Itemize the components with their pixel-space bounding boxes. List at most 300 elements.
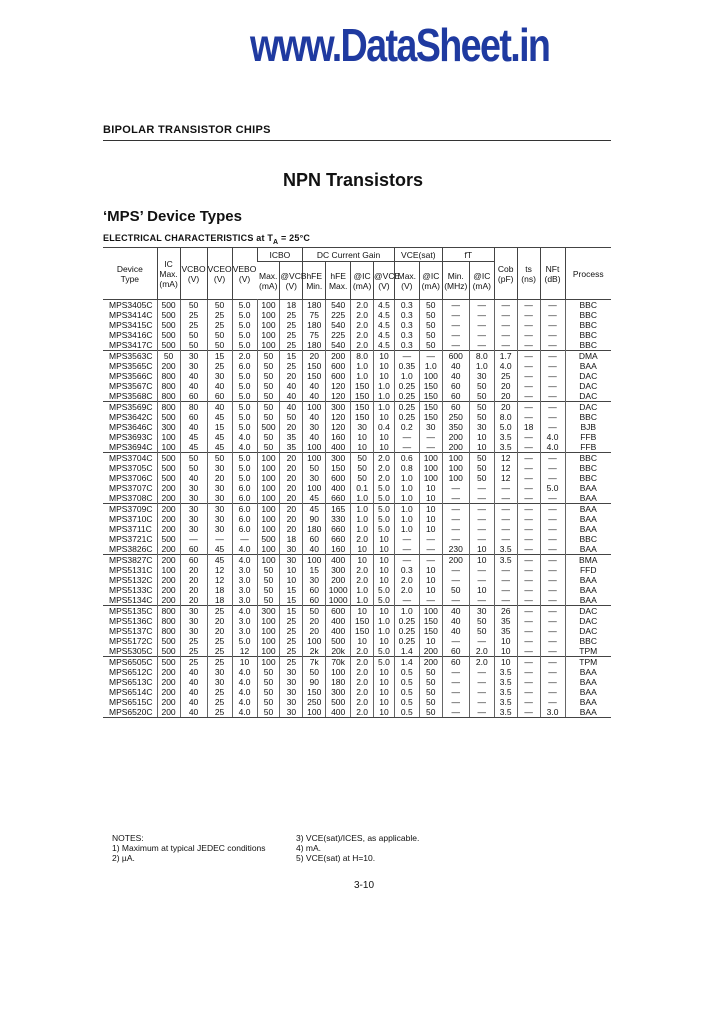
- table-cell: —: [540, 524, 565, 534]
- table-row: [103, 646, 611, 657]
- table-cell: 4.0: [540, 432, 565, 442]
- table-cell: 200: [157, 493, 180, 504]
- elec-label-text: ELECTRICAL CHARACTERISTICS at T: [103, 233, 274, 243]
- table-cell: 200: [157, 514, 180, 524]
- table-cell: —: [540, 544, 565, 555]
- table-cell: 120: [326, 381, 351, 391]
- table-cell: 30: [419, 422, 442, 432]
- table-cell: 25: [280, 361, 303, 371]
- table-cell: 10: [374, 371, 395, 381]
- table-cell: 50: [257, 585, 280, 595]
- table-cell: BBC: [565, 340, 611, 351]
- table-row: [103, 575, 611, 585]
- table-cell: 75: [303, 330, 326, 340]
- table-cell: 30: [303, 422, 326, 432]
- table-cell: BAA: [565, 677, 611, 687]
- table-cell: 5.0: [374, 585, 395, 595]
- table-cell: 150: [419, 412, 442, 422]
- table-cell: 40: [207, 381, 232, 391]
- table-cell: 10: [419, 483, 442, 493]
- table-row: [103, 391, 611, 402]
- table-cell: —: [469, 310, 494, 320]
- device-type-cell: MPS6520C: [103, 707, 157, 718]
- table-cell: 10: [419, 514, 442, 524]
- table-cell: —: [469, 320, 494, 330]
- table-cell: 600: [326, 371, 351, 381]
- table-cell: 60: [207, 391, 232, 402]
- notes-label: NOTES:: [112, 833, 144, 843]
- table-cell: 20: [280, 493, 303, 504]
- table-cell: —: [517, 432, 540, 442]
- col-icbo-group: ICBO: [257, 248, 303, 262]
- table-cell: 4.0: [232, 606, 257, 617]
- table-cell: 5.0: [374, 646, 395, 657]
- table-cell: 100: [257, 463, 280, 473]
- table-cell: —: [517, 697, 540, 707]
- table-cell: 100: [257, 453, 280, 464]
- table-cell: —: [494, 524, 517, 534]
- table-cell: 2k: [303, 646, 326, 657]
- table-row: [103, 432, 611, 442]
- table-cell: 45: [207, 412, 232, 422]
- table-cell: 20: [303, 351, 326, 362]
- table-cell: 40: [303, 391, 326, 402]
- table-cell: 100: [419, 473, 442, 483]
- table-cell: 2.0: [351, 646, 374, 657]
- table-cell: 30: [180, 361, 207, 371]
- table-cell: 0.5: [394, 677, 419, 687]
- table-cell: 3.0: [232, 575, 257, 585]
- table-cell: 12: [494, 463, 517, 473]
- table-cell: 50: [419, 310, 442, 320]
- device-type-cell: MPS3415C: [109, 320, 153, 330]
- table-cell: —: [517, 616, 540, 626]
- table-cell: BAA: [565, 595, 611, 606]
- table-cell: 35: [280, 442, 303, 453]
- table-cell: 40: [180, 667, 207, 677]
- table-cell: 40: [180, 381, 207, 391]
- table-cell: 40: [442, 371, 469, 381]
- table-cell: —: [540, 667, 565, 677]
- table-cell: 7k: [303, 657, 326, 668]
- table-cell: 0.3: [394, 300, 419, 311]
- table-row: [103, 595, 611, 606]
- table-cell: 180: [303, 300, 326, 311]
- col-hfe-vce: @VCE (V): [374, 262, 395, 300]
- table-row: [103, 422, 611, 432]
- table-cell: 40: [180, 371, 207, 381]
- table-cell: 230: [442, 544, 469, 555]
- table-cell: —: [540, 687, 565, 697]
- table-cell: —: [419, 534, 442, 544]
- table-cell: —: [469, 595, 494, 606]
- table-cell: 40: [303, 544, 326, 555]
- table-cell: 25: [180, 310, 207, 320]
- table-cell: —: [419, 555, 442, 566]
- table-cell: 20: [180, 595, 207, 606]
- table-cell: 100: [303, 555, 326, 566]
- table-cell: 3.5: [494, 555, 517, 566]
- table-cell: 3.0: [232, 616, 257, 626]
- table-cell: 25: [180, 636, 207, 646]
- device-type-cell: MPS5131C: [109, 565, 153, 575]
- table-cell: 0.5: [394, 697, 419, 707]
- table-row: [103, 330, 611, 340]
- table-cell: 3.0: [232, 595, 257, 606]
- table-cell: BBC: [565, 453, 611, 464]
- table-cell: 30: [207, 667, 232, 677]
- table-cell: 300: [326, 687, 351, 697]
- table-cell: 160: [326, 544, 351, 555]
- table-cell: 2.0: [351, 330, 374, 340]
- table-cell: 150: [351, 381, 374, 391]
- header-rule: [103, 140, 611, 141]
- table-cell: 10: [494, 657, 517, 668]
- table-cell: DAC: [565, 381, 611, 391]
- table-cell: 50: [351, 473, 374, 483]
- table-cell: 225: [326, 310, 351, 320]
- table-cell: —: [540, 391, 565, 402]
- table-cell: 6.0: [232, 514, 257, 524]
- table-cell: 60: [180, 555, 207, 566]
- table-cell: 100: [442, 453, 469, 464]
- table-cell: BBC: [565, 463, 611, 473]
- table-cell: 0.4: [374, 422, 395, 432]
- device-type-cell: MPS3706C: [109, 473, 153, 483]
- table-cell: 225: [326, 330, 351, 340]
- table-cell: 30: [180, 493, 207, 504]
- table-cell: 100: [257, 340, 280, 351]
- table-cell: 100: [257, 616, 280, 626]
- col-hfe-min: hFE Min.: [303, 262, 326, 300]
- table-cell: 160: [326, 432, 351, 442]
- table-cell: 25: [280, 340, 303, 351]
- table-cell: —: [442, 493, 469, 504]
- col-hfe-max: hFE Max.: [326, 262, 351, 300]
- table-cell: 50: [207, 300, 232, 311]
- table-cell: 6.0: [232, 361, 257, 371]
- table-cell: 90: [303, 677, 326, 687]
- table-cell: 30: [207, 463, 232, 473]
- table-cell: 15: [207, 351, 232, 362]
- device-type-cell: MPS5134C: [109, 595, 153, 605]
- table-cell: —: [517, 412, 540, 422]
- table-cell: 1.0: [469, 361, 494, 371]
- table-cell: 4.0: [232, 555, 257, 566]
- table-cell: 25: [180, 657, 207, 668]
- table-cell: 45: [180, 442, 207, 453]
- table-cell: 200: [442, 432, 469, 442]
- table-cell: 500: [157, 310, 180, 320]
- table-cell: 50: [257, 677, 280, 687]
- table-cell: 40: [303, 412, 326, 422]
- table-cell: 50: [257, 697, 280, 707]
- table-cell: 100: [257, 524, 280, 534]
- table-cell: —: [517, 391, 540, 402]
- table-cell: 50: [207, 453, 232, 464]
- table-cell: 60: [442, 381, 469, 391]
- table-row: [103, 453, 611, 464]
- table-cell: —: [540, 371, 565, 381]
- table-cell: 0.6: [394, 453, 419, 464]
- table-cell: 100: [303, 453, 326, 464]
- table-cell: 25: [280, 616, 303, 626]
- table-cell: —: [517, 504, 540, 515]
- table-cell: 0.1: [351, 483, 374, 493]
- table-cell: 15: [280, 585, 303, 595]
- table-cell: —: [494, 310, 517, 320]
- table-cell: —: [394, 442, 419, 453]
- table-cell: 20: [280, 524, 303, 534]
- table-cell: 1.0: [394, 371, 419, 381]
- table-cell: 25: [207, 657, 232, 668]
- table-row: [103, 687, 611, 697]
- table-cell: 50: [280, 412, 303, 422]
- table-cell: 20: [280, 473, 303, 483]
- table-cell: —: [469, 534, 494, 544]
- table-cell: 600: [326, 361, 351, 371]
- table-cell: 5.0: [232, 453, 257, 464]
- table-cell: 400: [326, 555, 351, 566]
- table-row: [103, 636, 611, 646]
- table-cell: —: [517, 361, 540, 371]
- table-cell: 100: [442, 473, 469, 483]
- table-cell: 1.0: [394, 524, 419, 534]
- table-cell: 0.25: [394, 391, 419, 402]
- table-cell: 25: [280, 310, 303, 320]
- table-cell: 26: [494, 606, 517, 617]
- table-cell: 8.0: [469, 351, 494, 362]
- table-cell: 50: [469, 402, 494, 413]
- table-cell: 4.0: [232, 544, 257, 555]
- table-cell: —: [517, 473, 540, 483]
- table-cell: 0.25: [394, 412, 419, 422]
- table-cell: —: [494, 504, 517, 515]
- table-cell: 40: [280, 402, 303, 413]
- table-cell: —: [494, 330, 517, 340]
- table-cell: —: [540, 493, 565, 504]
- table-cell: 2.0: [374, 473, 395, 483]
- page-title: NPN Transistors: [283, 170, 424, 190]
- table-cell: 2.0: [351, 320, 374, 330]
- table-cell: 100: [157, 442, 180, 453]
- device-type-cell: MPS5136C: [109, 616, 153, 626]
- col-cob: Cob (pF): [494, 248, 517, 300]
- table-cell: 50: [469, 616, 494, 626]
- table-cell: —: [540, 565, 565, 575]
- table-cell: 3.0: [540, 707, 565, 718]
- table-cell: 500: [157, 412, 180, 422]
- table-cell: —: [442, 320, 469, 330]
- table-cell: 5.0: [232, 330, 257, 340]
- table-cell: —: [517, 544, 540, 555]
- table-cell: 50: [419, 340, 442, 351]
- table-cell: 30: [469, 606, 494, 617]
- device-type-cell: MPS3705C: [109, 463, 153, 473]
- table-cell: —: [442, 697, 469, 707]
- table-cell: 40: [442, 606, 469, 617]
- table-cell: —: [540, 453, 565, 464]
- table-cell: 150: [419, 626, 442, 636]
- table-cell: 5.0: [374, 595, 395, 606]
- table-cell: 540: [326, 340, 351, 351]
- device-type-cell: MPS3646C: [109, 422, 153, 432]
- table-cell: 6.0: [232, 504, 257, 515]
- table-cell: BBC: [565, 300, 611, 311]
- table-cell: 1.0: [394, 473, 419, 483]
- table-cell: 15: [280, 606, 303, 617]
- table-cell: 10: [374, 442, 395, 453]
- table-cell: 150: [351, 616, 374, 626]
- table-cell: 200: [157, 687, 180, 697]
- table-cell: 50: [257, 412, 280, 422]
- table-cell: 50: [207, 330, 232, 340]
- table-cell: 15: [280, 595, 303, 606]
- table-cell: 25: [207, 320, 232, 330]
- table-cell: 10: [419, 636, 442, 646]
- table-cell: 50: [419, 687, 442, 697]
- table-cell: 10: [419, 504, 442, 515]
- table-cell: 5.0: [374, 483, 395, 493]
- table-cell: 10: [469, 432, 494, 442]
- table-cell: —: [540, 504, 565, 515]
- table-cell: —: [540, 626, 565, 636]
- device-type-cell: MPS3710C: [109, 514, 153, 524]
- col-ft-group: fT: [442, 248, 494, 262]
- table-cell: 1.0: [394, 514, 419, 524]
- table-cell: 660: [326, 524, 351, 534]
- table-cell: —: [494, 493, 517, 504]
- table-cell: 18: [517, 422, 540, 432]
- table-header: [103, 248, 611, 300]
- table-cell: 2.0: [351, 677, 374, 687]
- table-cell: 100: [326, 667, 351, 677]
- table-cell: 150: [419, 381, 442, 391]
- table-cell: 15: [303, 565, 326, 575]
- table-cell: BBC: [565, 320, 611, 330]
- table-cell: 1.0: [351, 361, 374, 371]
- table-cell: 10: [419, 585, 442, 595]
- table-cell: 5.0: [374, 524, 395, 534]
- table-cell: 40: [442, 626, 469, 636]
- table-cell: 600: [326, 473, 351, 483]
- table-cell: 150: [419, 402, 442, 413]
- table-cell: 30: [303, 575, 326, 585]
- table-cell: 0.8: [394, 463, 419, 473]
- note-5: 5) VCE(sat) at H=10.: [296, 853, 376, 863]
- device-type-cell: MPS3414C: [109, 310, 153, 320]
- table-cell: 10: [374, 707, 395, 718]
- table-cell: —: [540, 330, 565, 340]
- table-cell: —: [517, 514, 540, 524]
- table-cell: 50: [157, 351, 180, 362]
- table-cell: —: [469, 483, 494, 493]
- table-cell: BAA: [565, 544, 611, 555]
- table-cell: 5.0: [232, 473, 257, 483]
- table-cell: 4.0: [232, 697, 257, 707]
- table-cell: 100: [257, 493, 280, 504]
- table-cell: —: [494, 514, 517, 524]
- table-cell: —: [442, 504, 469, 515]
- table-cell: —: [540, 463, 565, 473]
- table-cell: —: [469, 677, 494, 687]
- table-cell: 100: [257, 300, 280, 311]
- table-cell: 10: [374, 534, 395, 544]
- table-cell: 200: [326, 575, 351, 585]
- table-cell: 12: [207, 565, 232, 575]
- table-cell: 60: [303, 585, 326, 595]
- table-cell: 25: [280, 657, 303, 668]
- table-cell: 45: [207, 432, 232, 442]
- table-cell: 50: [257, 351, 280, 362]
- table-cell: 10: [469, 555, 494, 566]
- table-cell: —: [207, 534, 232, 544]
- table-cell: 0.5: [394, 667, 419, 677]
- table-cell: 25: [207, 636, 232, 646]
- table-cell: —: [469, 575, 494, 585]
- table-cell: —: [517, 626, 540, 636]
- table-cell: 20: [180, 575, 207, 585]
- table-cell: 0.5: [394, 707, 419, 718]
- table-cell: BAA: [565, 504, 611, 515]
- table-cell: 300: [257, 606, 280, 617]
- table-cell: BAA: [565, 697, 611, 707]
- page-number: 3-10: [354, 880, 375, 891]
- table-cell: 120: [326, 412, 351, 422]
- table-cell: 800: [157, 626, 180, 636]
- table-cell: 1.0: [351, 585, 374, 595]
- device-type-cell: MPS6505C: [103, 657, 157, 668]
- table-cell: 0.25: [394, 402, 419, 413]
- table-cell: 40: [180, 707, 207, 718]
- table-cell: 70k: [326, 657, 351, 668]
- table-cell: —: [442, 310, 469, 320]
- table-cell: 350: [442, 422, 469, 432]
- table-cell: 30: [280, 697, 303, 707]
- table-row: [103, 351, 611, 362]
- table-cell: 500: [326, 697, 351, 707]
- device-type-cell: MPS6513C: [109, 677, 153, 687]
- table-cell: 18: [207, 585, 232, 595]
- table-cell: 1000: [326, 595, 351, 606]
- table-cell: 100: [257, 555, 280, 566]
- table-row: [103, 707, 611, 718]
- table-row: [103, 442, 611, 453]
- table-cell: 100: [419, 606, 442, 617]
- table-cell: —: [419, 442, 442, 453]
- table-cell: 2.0: [351, 310, 374, 320]
- table-cell: 0.3: [394, 565, 419, 575]
- table-cell: —: [517, 442, 540, 453]
- table-cell: 3.5: [494, 667, 517, 677]
- table-cell: 40: [180, 697, 207, 707]
- table-cell: 100: [442, 463, 469, 473]
- table-cell: 20: [494, 381, 517, 391]
- note-1: 1) Maximum at typical JEDEC conditions: [112, 843, 266, 853]
- col-hfe-ic: @IC (mA): [351, 262, 374, 300]
- table-cell: 25: [180, 320, 207, 330]
- col-dc-gain-group: DC Current Gain: [303, 248, 395, 262]
- table-cell: 4.0: [232, 667, 257, 677]
- table-cell: BMA: [565, 555, 611, 566]
- table-cell: TPM: [565, 646, 611, 657]
- table-cell: 250: [303, 697, 326, 707]
- page-subtitle: ‘MPS’ Device Types: [103, 208, 242, 225]
- table-cell: 0.35: [394, 361, 419, 371]
- table-cell: 20: [280, 422, 303, 432]
- note-2: 2) µA.: [112, 853, 135, 863]
- table-row: [103, 473, 611, 483]
